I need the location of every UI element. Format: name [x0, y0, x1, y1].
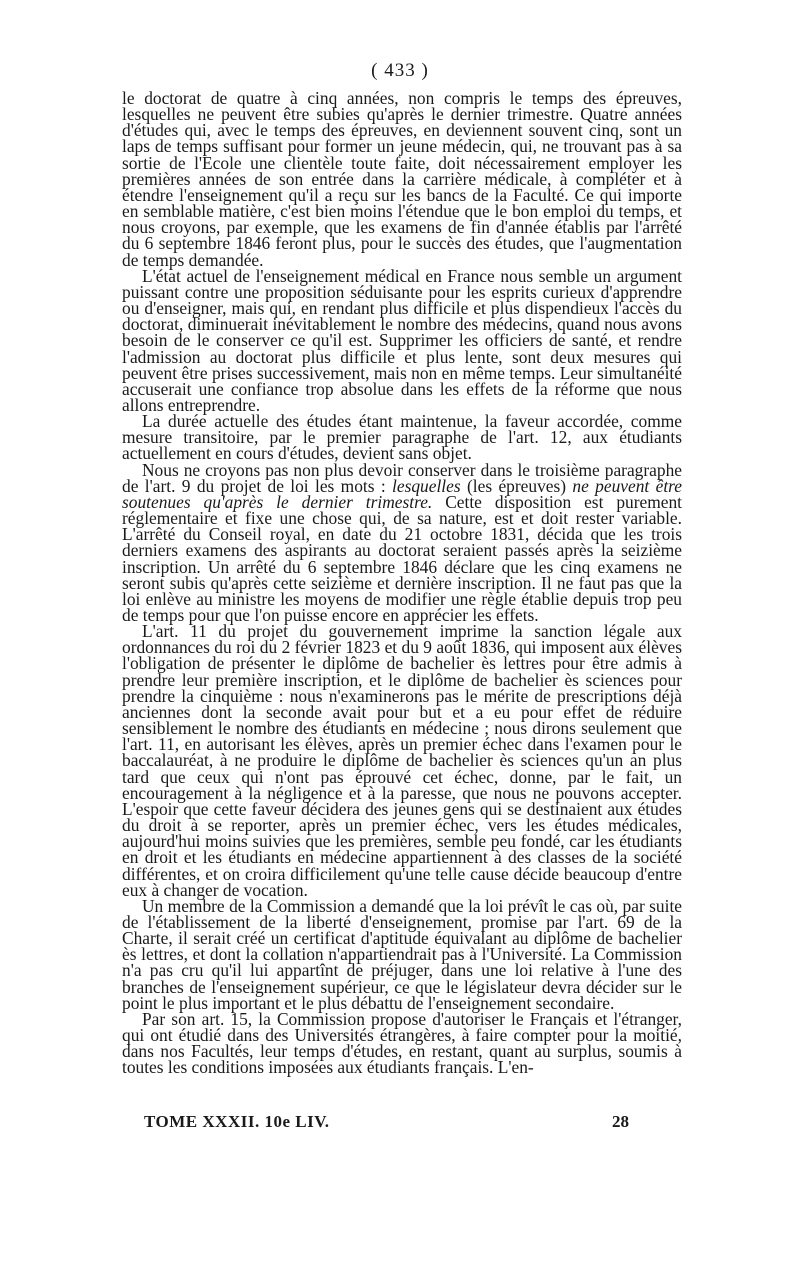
- paragraph: [122, 411, 682, 464]
- paragraph: [122, 90, 682, 268]
- paragraph-text: Cette disposition est purement réglementaire et fixe une chose qui, de sa nature, est et doit rester variable. L'arrêté du Conseil royal, en date du 21 octobre 1831, décida que les trois derniers examens des aspirants au doctorat seraient passés après la seizième inscription. Un arrêté du 6 septembre 1846 déclare que les cinq examens ne seront subis qu'après cette seizième et dernière inscription. Il ne faut pas que la loi enlève au ministre les moyens de modifier une règle établie depuis trop peu de temps pour que l'on puisse encore en apprécier les effets.: [122, 491, 682, 625]
- paragraph: [122, 459, 682, 625]
- paragraph-text: L'art. 11 du projet du gouvernement imprime la sanction légale aux ordonnances du roi du 2 février 1823 et du 9 août 1836, qui imposent aux élèves l'obligation de présenter le diplôme de bachelier ès lettres pour être admis à prendre leur première inscription, et le diplôme de bachelier ès sciences pour prendre la cinquième : nous n'examinerons pas le mérite de prescriptions déjà anciennes dont la seconde avait pour but et a eu pour effet de réduire sensiblement le nombre des étudiants en médecine ; nous dirons seulement que l'art. 11, en autorisant les élèves, après un premier échec dans l'examen pour le baccalauréat, à ne produire le diplôme de bachelier ès sciences qu'un an plus tard que ceux qui n'ont pas éprouvé cet échec, donne, par le fait, un encouragement à la négligence et à la paresse, que nous ne pouvons accepter. L'espoir que cette faveur décidera des jeunes gens qui se destinaient aux études du droit à se reporter, après un premier échec, vers les études médicales, aujourd'hui moins suivies que les premières, semble peu fondé, car les étudiants en droit et les étudiants en médecine appartiennent à des classes de la société différentes, et on croira difficilement qu'une telle cause décide beaucoup d'entre eux à changer de vocation.: [122, 621, 682, 900]
- sheet-number: 28: [612, 1112, 629, 1131]
- paragraph-text: L'état actuel de l'enseignement médical en France nous semble un argument puissant contre une proposition séduisante pour les esprits curieux d'apprendre ou d'enseigner, mais qui, en rendant plus difficile et plus dispendieux l'accès du doctorat, diminuerait inévitablement le nombre des médecins, quand nous avons besoin de le conserver ce qu'il est. Supprimer les officiers de santé, et rendre l'admission au doctorat plus difficile et plus lente, sont deux mesures qui peuvent être prises successivement, mais non en même temps. Leur simultanéité accuserait une confiance trop absolue dans les effets de la réforme que nous allons entreprendre.: [122, 265, 682, 415]
- paragraph-text: Par son art. 15, la Commission propose d'autoriser le Français et l'étranger, qui ont étudié dans des Universités étrangères, à faire compter pour la moitié, dans nos Facultés, leur temps d'études, en restant, quant au surplus, soumis à toutes les conditions imposées aux étudiants français. L'en-: [122, 1008, 682, 1078]
- paragraph-text: Un membre de la Commission a demandé que la loi prévît le cas où, par suite de l'établissement de la liberté d'enseignement, promise par l'art. 69 de la Charte, il serait créé un certificat d'aptitude équivalant au diplôme de bachelier ès lettres, et dont la collation n'appartiendrait pas à l'Université. La Commission n'a pas cru qu'il lui appartînt de préjuger, dans une loi relative à l'une des branches de l'enseignement supérieur, ce que le législateur devra décider sur le point le plus important et le plus débattu de l'enseignement secondaire.: [122, 895, 682, 1013]
- paragraph-text: le doctorat de quatre à cinq années, non compris le temps des épreuves, lesquelles ne peuvent être subies qu'après le dernier trimestre. Quatre années d'études qui, avec le temps des épreuves, en deviennent souvent cinq, sont un laps de temps suffisant pour former un jeune médecin, qui, ne trouvant pas à sa sortie de l'Ecole une clientèle toute faite, doit nécessairement employer les premières années de son entrée dans la carrière médicale, à compléter et à étendre l'enseignement qu'il a reçu sur les bancs de la Faculté. Ce qui importe en semblable matière, c'est bien moins l'étendue que le bon emploi du temps, et nous croyons, par exemple, que les examens de fin d'année établis par l'arrêté du 6 septembre 1846 feront plus, pour le succès des études, que l'augmentation de temps demandée.: [122, 88, 682, 270]
- page-number: ( 433 ): [371, 60, 429, 81]
- paragraph-text: La durée actuelle des études étant maintenue, la faveur accordée, comme mesure transitoire, par le premier paragraphe de l'art. 12, aux étudiants actuellement en cours d'études, devient sans objet.: [122, 411, 682, 464]
- paragraph: [122, 265, 682, 415]
- paragraph: [122, 1008, 682, 1078]
- paragraph-text: Nous ne croyons pas non plus devoir conserver dans le troisième paragraphe de l'art. 9 du projet de loi les mots :: [122, 459, 682, 496]
- italic-quotation: ne peuvent être soutenues qu'après le dernier trimestre.: [122, 475, 682, 512]
- italic-quotation: lesquelles: [392, 475, 461, 496]
- paragraph-text: (les épreuves): [460, 475, 573, 496]
- body-text: [122, 90, 682, 1076]
- paragraph: [122, 895, 682, 1013]
- paragraph: [122, 623, 682, 898]
- volume-signature: TOME XXXII. 10e LIV.: [144, 1112, 330, 1131]
